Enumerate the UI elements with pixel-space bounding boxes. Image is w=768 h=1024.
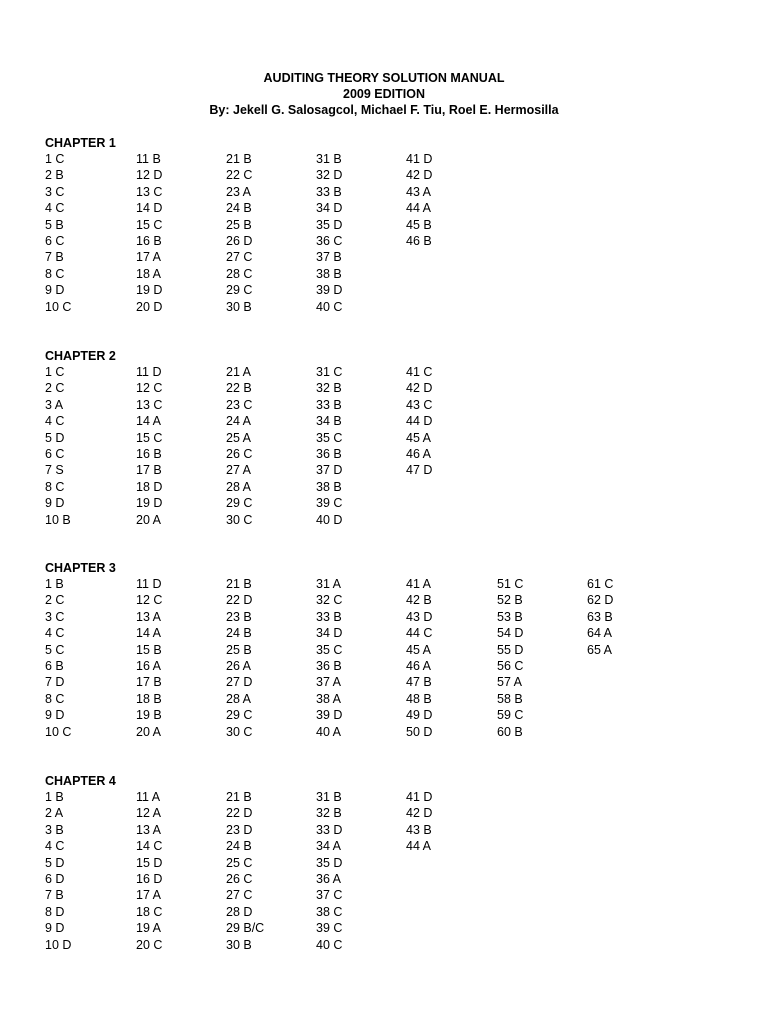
answer-item: 34 D: [316, 201, 343, 216]
answer-item: 41 D: [406, 790, 433, 804]
answer-item: 27 D: [226, 675, 253, 690]
answer-item: 9 D: [45, 283, 65, 298]
answer-item: 14 A: [136, 626, 162, 641]
answer-column: [45, 789, 135, 953]
answer-columns: [45, 364, 735, 532]
chapter-3: [45, 560, 735, 744]
answer-item: 17 A: [136, 250, 162, 265]
chapter-4: [45, 773, 735, 957]
answer-item: 32 B: [316, 806, 342, 821]
answer-item: 20 C: [136, 937, 163, 952]
answer-item: 48 B: [406, 691, 432, 706]
answer-column: [45, 151, 135, 315]
answer-item: 26 D: [226, 233, 253, 248]
answer-column: [226, 789, 316, 953]
answer-item: 5 D: [45, 430, 65, 445]
answer-item: 8 C: [45, 691, 65, 706]
answer-item: 25 B: [226, 217, 252, 232]
answer-column: [226, 151, 316, 315]
answer-item: 36 B: [316, 446, 342, 461]
answer-column: [316, 364, 406, 528]
answer-item: 36 B: [316, 658, 342, 673]
answer-item: 46 A: [406, 446, 432, 461]
answer-item: 52 B: [497, 593, 523, 608]
answer-item: 41 C: [406, 365, 433, 379]
answer-item: 19 D: [136, 496, 163, 511]
answer-item: 21 A: [226, 365, 252, 379]
answer-column: [587, 576, 677, 658]
answer-item: 21 B: [226, 790, 252, 804]
answer-item: 11 A: [136, 790, 161, 804]
chapter-2: [45, 348, 735, 532]
answer-item: 32 C: [316, 593, 343, 608]
answer-item: 15 C: [136, 430, 163, 445]
answer-item: 13 A: [136, 822, 162, 837]
answer-item: 45 A: [406, 430, 432, 445]
answer-item: 27 C: [226, 888, 253, 903]
answer-item: 39 D: [316, 283, 343, 298]
answer-item: 23 B: [226, 609, 252, 624]
answer-item: 28 A: [226, 479, 252, 494]
answer-item: 44 D: [406, 414, 433, 429]
answer-item: 6 D: [45, 871, 65, 886]
answer-item: 57 A: [497, 675, 523, 690]
answer-item: 39 D: [316, 708, 343, 723]
answer-item: 20 A: [136, 512, 162, 527]
answer-item: 34 B: [316, 414, 342, 429]
answer-item: 15 B: [136, 642, 162, 657]
answer-item: 40 C: [316, 937, 343, 952]
answer-item: 35 D: [316, 217, 343, 232]
answer-item: 16 B: [136, 446, 162, 461]
document-edition: 2009 EDITION: [343, 87, 425, 101]
answer-item: 22 C: [226, 168, 253, 183]
answer-item: 25 B: [226, 642, 252, 657]
answer-item: 24 B: [226, 839, 252, 854]
answer-item: 23 C: [226, 397, 253, 412]
answer-item: 3 C: [45, 609, 65, 624]
answer-item: 56 C: [497, 658, 524, 673]
answer-item: 31 A: [316, 577, 342, 591]
answer-item: 38 B: [316, 266, 342, 281]
answer-item: 9 D: [45, 496, 65, 511]
answer-item: 1 C: [45, 365, 65, 379]
answer-item: 35 C: [316, 430, 343, 445]
answer-item: 10 B: [45, 512, 71, 527]
answer-item: 10 C: [45, 299, 72, 314]
answer-item: 18 A: [136, 266, 162, 281]
answer-item: 29 C: [226, 283, 253, 298]
answer-item: 60 B: [497, 724, 523, 739]
answer-item: 21 B: [226, 577, 252, 591]
answer-item: 36 A: [316, 871, 342, 886]
answer-item: 21 B: [226, 152, 252, 166]
answer-item: 38 C: [316, 904, 343, 919]
answer-item: 4 C: [45, 414, 65, 429]
answer-column: [45, 364, 135, 528]
answer-item: 1 C: [45, 152, 65, 166]
answer-item: 34 A: [316, 839, 342, 854]
answer-columns: [45, 151, 735, 319]
answer-item: 12 D: [136, 168, 163, 183]
answer-item: 23 D: [226, 822, 253, 837]
answer-column: [316, 789, 406, 953]
answer-item: 28 C: [226, 266, 253, 281]
answer-item: 33 B: [316, 609, 342, 624]
answer-item: 29 C: [226, 708, 253, 723]
answer-item: 61 C: [587, 577, 614, 591]
answer-item: 4 C: [45, 626, 65, 641]
answer-item: 47 D: [406, 463, 433, 478]
answer-item: 36 C: [316, 233, 343, 248]
answer-item: 41 A: [406, 577, 432, 591]
answer-item: 54 D: [497, 626, 524, 641]
answer-item: 64 A: [587, 626, 613, 641]
answer-item: 44 C: [406, 626, 433, 641]
chapter-title: CHAPTER 1: [45, 136, 116, 150]
answer-item: 13 C: [136, 184, 163, 199]
answer-item: 35 D: [316, 855, 343, 870]
answer-item: 19 B: [136, 708, 162, 723]
answer-column: [226, 364, 316, 528]
answer-item: 43 D: [406, 609, 433, 624]
chapter-title: CHAPTER 3: [45, 561, 116, 575]
answer-item: 20 A: [136, 724, 162, 739]
answer-item: 31 B: [316, 790, 342, 804]
answer-item: 11 D: [136, 577, 162, 591]
answer-item: 19 A: [136, 921, 162, 936]
answer-item: 1 B: [45, 790, 64, 804]
answer-item: 65 A: [587, 642, 613, 657]
answer-item: 62 D: [587, 593, 614, 608]
answer-item: 2 B: [45, 168, 64, 183]
answer-item: 16 D: [136, 871, 163, 886]
answer-item: 31 B: [316, 152, 342, 166]
answer-item: 22 D: [226, 806, 253, 821]
answer-item: 6 C: [45, 446, 65, 461]
chapter-title: CHAPTER 4: [45, 774, 116, 788]
answer-item: 30 C: [226, 724, 253, 739]
answer-item: 17 B: [136, 463, 162, 478]
answer-item: 34 D: [316, 626, 343, 641]
answer-item: 9 D: [45, 708, 65, 723]
answer-item: 33 B: [316, 397, 342, 412]
answer-columns: [45, 576, 735, 744]
answer-item: 44 A: [406, 201, 432, 216]
answer-item: 32 D: [316, 168, 343, 183]
answer-item: 14 C: [136, 839, 163, 854]
chapter-title: CHAPTER 2: [45, 349, 116, 363]
answer-item: 13 C: [136, 397, 163, 412]
answer-item: 41 D: [406, 152, 433, 166]
answer-item: 32 B: [316, 381, 342, 396]
answer-item: 4 C: [45, 839, 65, 854]
answer-item: 8 D: [45, 904, 65, 919]
answer-item: 16 A: [136, 658, 162, 673]
answer-item: 11 B: [136, 152, 161, 166]
answer-item: 33 D: [316, 822, 343, 837]
answer-item: 42 D: [406, 168, 433, 183]
document-title: AUDITING THEORY SOLUTION MANUAL: [263, 71, 505, 85]
answer-item: 43 C: [406, 397, 433, 412]
answer-item: 6 B: [45, 658, 64, 673]
answer-item: 53 B: [497, 609, 523, 624]
answer-item: 15 C: [136, 217, 163, 232]
answer-item: 25 A: [226, 430, 252, 445]
answer-item: 40 D: [316, 512, 343, 527]
answer-column: [136, 576, 226, 740]
answer-column: [316, 576, 406, 740]
answer-item: 19 D: [136, 283, 163, 298]
answer-column: [497, 576, 587, 740]
answer-columns: [45, 789, 735, 957]
answer-item: 12 C: [136, 381, 163, 396]
answer-item: 22 D: [226, 593, 253, 608]
answer-column: [406, 789, 496, 855]
answer-item: 17 A: [136, 888, 162, 903]
answer-item: 24 B: [226, 201, 252, 216]
answer-item: 46 A: [406, 658, 432, 673]
answer-item: 7 S: [45, 463, 64, 478]
answer-item: 17 B: [136, 675, 162, 690]
answer-item: 26 C: [226, 446, 253, 461]
answer-item: 2 A: [45, 806, 64, 821]
answer-item: 37 A: [316, 675, 342, 690]
answer-item: 14 A: [136, 414, 162, 429]
answer-item: 28 D: [226, 904, 253, 919]
answer-item: 28 A: [226, 691, 252, 706]
answer-item: 26 A: [226, 658, 252, 673]
answer-item: 2 C: [45, 381, 65, 396]
answer-item: 7 D: [45, 675, 65, 690]
answer-column: [136, 364, 226, 528]
answer-item: 18 B: [136, 691, 162, 706]
answer-item: 35 C: [316, 642, 343, 657]
answer-item: 26 C: [226, 871, 253, 886]
answer-item: 43 B: [406, 822, 432, 837]
answer-item: 29 B/C: [226, 921, 265, 936]
answer-item: 30 B: [226, 299, 252, 314]
answer-item: 23 A: [226, 184, 252, 199]
answer-item: 24 B: [226, 626, 252, 641]
answer-item: 10 C: [45, 724, 72, 739]
answer-item: 15 D: [136, 855, 163, 870]
answer-item: 18 C: [136, 904, 163, 919]
answer-item: 22 B: [226, 381, 252, 396]
document-authors: By: Jekell G. Salosagcol, Michael F. Tiu, Roel E. Hermosilla: [209, 103, 559, 117]
chapter-1: [45, 135, 735, 319]
answer-item: 42 D: [406, 381, 433, 396]
answer-item: 37 C: [316, 888, 343, 903]
answer-item: 8 C: [45, 266, 65, 281]
answer-item: 1 B: [45, 577, 64, 591]
answer-item: 16 B: [136, 233, 162, 248]
answer-item: 12 C: [136, 593, 163, 608]
document-header: [0, 70, 768, 118]
answer-item: 59 C: [497, 708, 524, 723]
answer-item: 39 C: [316, 921, 343, 936]
answer-item: 30 C: [226, 512, 253, 527]
answer-item: 39 C: [316, 496, 343, 511]
answer-item: 38 A: [316, 691, 342, 706]
answer-item: 47 B: [406, 675, 432, 690]
answer-item: 51 C: [497, 577, 524, 591]
answer-item: 25 C: [226, 855, 253, 870]
answer-item: 5 B: [45, 217, 64, 232]
answer-item: 37 D: [316, 463, 343, 478]
answer-item: 6 C: [45, 233, 65, 248]
answer-item: 5 C: [45, 642, 65, 657]
answer-item: 42 D: [406, 806, 433, 821]
answer-column: [136, 789, 226, 953]
answer-item: 45 A: [406, 642, 432, 657]
answer-item: 55 D: [497, 642, 524, 657]
answer-item: 7 B: [45, 888, 64, 903]
answer-item: 31 C: [316, 365, 343, 379]
answer-item: 27 A: [226, 463, 252, 478]
answer-item: 10 D: [45, 937, 72, 952]
answer-item: 3 C: [45, 184, 65, 199]
answer-item: 7 B: [45, 250, 64, 265]
answer-column: [406, 151, 496, 249]
answer-column: [136, 151, 226, 315]
answer-item: 3 A: [45, 397, 64, 412]
answer-column: [45, 576, 135, 740]
answer-item: 49 D: [406, 708, 433, 723]
answer-item: 40 C: [316, 299, 343, 314]
answer-item: 33 B: [316, 184, 342, 199]
answer-item: 63 B: [587, 609, 613, 624]
answer-item: 11 D: [136, 365, 162, 379]
answer-column: [406, 364, 496, 479]
answer-item: 27 C: [226, 250, 253, 265]
answer-item: 30 B: [226, 937, 252, 952]
answer-column: [406, 576, 496, 740]
answer-item: 3 B: [45, 822, 64, 837]
answer-item: 44 A: [406, 839, 432, 854]
answer-item: 38 B: [316, 479, 342, 494]
answer-item: 45 B: [406, 217, 432, 232]
answer-item: 20 D: [136, 299, 163, 314]
answer-item: 50 D: [406, 724, 433, 739]
answer-item: 29 C: [226, 496, 253, 511]
answer-column: [316, 151, 406, 315]
answer-item: 40 A: [316, 724, 342, 739]
answer-item: 58 B: [497, 691, 523, 706]
answer-item: 8 C: [45, 479, 65, 494]
answer-column: [226, 576, 316, 740]
answer-item: 2 C: [45, 593, 65, 608]
answer-item: 42 B: [406, 593, 432, 608]
answer-item: 4 C: [45, 201, 65, 216]
answer-item: 18 D: [136, 479, 163, 494]
answer-item: 24 A: [226, 414, 252, 429]
answer-item: 43 A: [406, 184, 432, 199]
answer-item: 37 B: [316, 250, 342, 265]
answer-item: 13 A: [136, 609, 162, 624]
answer-item: 5 D: [45, 855, 65, 870]
answer-item: 12 A: [136, 806, 162, 821]
answer-item: 14 D: [136, 201, 163, 216]
answer-item: 9 D: [45, 921, 65, 936]
answer-item: 46 B: [406, 233, 432, 248]
